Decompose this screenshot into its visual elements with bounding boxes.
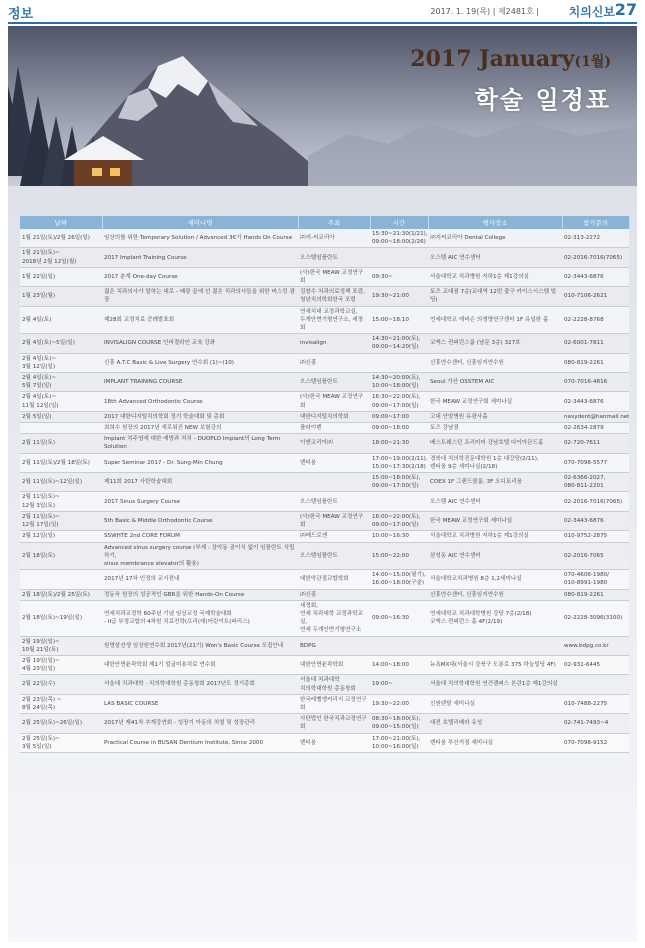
cell-contact: 02-3443-6876	[562, 511, 629, 530]
cell-venue: COEX 1F 그랜드볼룸, 3F 오디토리움	[428, 473, 562, 492]
cell-date: 2월 11일(토)/2월 18일(토)	[20, 453, 102, 472]
cell-host: 덴티움	[298, 733, 370, 752]
table-row	[20, 423, 629, 434]
cell-host: 대한악관절교합학회	[298, 570, 370, 589]
cell-venue: 뉴욕MX대(서울시 강북구 도봉로 375 하늘빌딩 4F)	[428, 655, 562, 674]
table-row	[20, 542, 629, 570]
cell-contact: 070-4606-1980/ 010-8991-1980	[562, 570, 629, 589]
table-header	[20, 216, 629, 229]
schedule-table-wrap	[20, 216, 629, 753]
cell-seminar: 서울대 치과대학 · 치의학대학원 총동창회 2017년도 정기총회	[102, 675, 298, 694]
cell-host: 이엔코리아㈜	[298, 434, 370, 453]
cell-seminar: 신흥 A.T.C Basic & Live Surgery 연수회 (1)~(10)	[102, 353, 298, 372]
cell-time: 15:30~21:30(1/21), 09:00~18:00(2/26)	[370, 229, 428, 248]
cell-venue: Seoul 가산 OSSTEM AIC	[428, 373, 562, 392]
cell-contact: 070-7098-5577	[562, 453, 629, 472]
cell-venue: 서울대학교 치과병원 지하1층 제1강의실	[428, 531, 562, 542]
cell-contact: 02-931-6445	[562, 655, 629, 674]
cell-seminar: IMPLANT TRAINING COURSE	[102, 373, 298, 392]
cell-time: 16:30~22:00(토), 09:00~17:00(일)	[370, 392, 428, 411]
cell-seminar: 2017 춘계 One-day Course	[102, 267, 298, 286]
table-row	[20, 694, 629, 713]
cell-time: 14:00~15:00(필기), 16:00~18:00(구술)	[370, 570, 428, 589]
table-row	[20, 334, 629, 353]
cell-host: ㈜신흥	[298, 353, 370, 372]
cell-contact: 02-3443-6876	[562, 267, 629, 286]
table-row	[20, 675, 629, 694]
cell-venue: 서울대학교 치과병원 지하1층 제1강의실	[428, 267, 562, 286]
schedule-table	[20, 216, 630, 753]
table-row	[20, 306, 629, 334]
table-row	[20, 248, 629, 267]
cell-date: 1월 23일(월)	[20, 287, 102, 306]
cell-host: 한국레벨앵커리지 교정연구회	[298, 694, 370, 713]
table-row	[20, 589, 629, 600]
cell-contact: 070-7016-4816	[562, 373, 629, 392]
header-venue: 행사장소	[428, 216, 562, 229]
cell-seminar: 2017년 제41차 추계강연회 - 성장기 아동의 치열 및 성장관리	[102, 714, 298, 733]
cell-contact: 02-6366-2027, 080-811-2201	[562, 473, 629, 492]
cell-contact: 02-2228-3096(3100)	[562, 600, 629, 636]
section-label: 정보	[8, 7, 34, 22]
cell-time: 09:00~18:00	[370, 423, 428, 434]
cell-time: 10:00~16:30	[370, 531, 428, 542]
cell-host: 대한디지털치의학회	[298, 411, 370, 422]
cell-host: 플라이덴	[298, 423, 370, 434]
cell-contact: 02-2016-7016(7065)	[562, 492, 629, 511]
cell-host: (사)한국 MEAW 교정연구회	[298, 267, 370, 286]
cell-host: ㈜신흥	[298, 589, 370, 600]
cell-venue: 신흥연수센터, 신흥임지연수원	[428, 589, 562, 600]
cell-venue: 대전 호텔리베라 유성	[428, 714, 562, 733]
cell-host: invisalign	[298, 334, 370, 353]
cell-contact: 080-819-2261	[562, 589, 629, 600]
cell-seminar: Practical Course in BUSAN Dentium Institute, Since 2000	[102, 733, 298, 752]
cell-time: 17:00~19:00(2/11), 15:00~17:30(2/18)	[370, 453, 428, 472]
cell-venue: 오스템 AIC 연수센터	[428, 492, 562, 511]
cell-host: 사단법인 한국치과교정연구회	[298, 714, 370, 733]
cell-venue: 오스템 AIC 연수센터	[428, 248, 562, 267]
cell-seminar: 제11회 2017 사탄학술대회	[102, 473, 298, 492]
cell-host: 덴티움	[298, 453, 370, 472]
cell-seminar: 대한안면윤곽학회 제1기 얼굴미용치료 연수회	[102, 655, 298, 674]
table-row	[20, 511, 629, 530]
cell-host: 오스템임플란트	[298, 248, 370, 267]
table-row	[20, 267, 629, 286]
cell-venue: 토즈 교대점 7층(교대역 12번 출구 카이스시스템 빌딩)	[428, 287, 562, 306]
cell-date: 2월 4일(토)~ 11월 12일(일)	[20, 392, 102, 411]
cell-host: 연세치대 교정과학교실, 두개안면기형연구소, 세정회	[298, 306, 370, 334]
cell-time: 14:30~20:00(토), 10:00~18:00(일)	[370, 373, 428, 392]
cell-venue: 코엑스 컨퍼런스룸 (남문 3층) 327호	[428, 334, 562, 353]
table-row	[20, 531, 629, 542]
cell-contact: navydent@hanmail.net	[562, 411, 629, 422]
cell-contact: 070-7098-9152	[562, 733, 629, 752]
cell-contact: www.bdpg.co.kr	[562, 636, 629, 655]
cell-venue: 신흥연수센터, 신흥임지연수원	[428, 353, 562, 372]
issue-info: 2017. 1. 19(목) | 제2481호 |	[430, 7, 539, 16]
cell-date: 2월 12일(일)	[20, 531, 102, 542]
cell-contact: 02-2016-7065	[562, 542, 629, 570]
table-row	[20, 733, 629, 752]
cell-seminar: 정동욱 원장의 성공적인 GBR을 위한 Hands-On Course	[102, 589, 298, 600]
cell-time: 09:00~16:30	[370, 600, 428, 636]
cell-time: 16:00~22:00(토), 09:00~17:00(일)	[370, 511, 428, 530]
cell-seminar: 연세치과교정학 60주년 기념 임상교정 국제학술대회 - II급 부정교합의 4차원 치료전략(프리(데)어린이트(파리스)	[102, 600, 298, 636]
newspaper-name: 치의신보	[568, 5, 615, 19]
cell-host: 검찰수 치과의료정책 포럼, 청년치의학회한국 포럼	[298, 287, 370, 306]
header-time: 시간	[370, 216, 428, 229]
cell-seminar: Implant 치주염에 대한 예방과 처치 - DUOPLO Implant의 Long Term Solution	[102, 434, 298, 453]
page-number: 27	[614, 0, 637, 19]
masthead	[8, 0, 637, 24]
cell-venue: ㈜지씨코리아 Dental College	[428, 229, 562, 248]
cell-contact: 02-720-7611	[562, 434, 629, 453]
table-row	[20, 411, 629, 422]
cell-time: 17:00~21:00(토), 10:00~16:00(일)	[370, 733, 428, 752]
title-korean: 학술 일정표	[474, 86, 611, 114]
cell-seminar: 제28회 교정치료 증례발표회	[102, 306, 298, 334]
cell-contact: 080-819-2261	[562, 353, 629, 372]
cell-time: 15:00~18:10	[370, 306, 428, 334]
cell-seminar: 2017 Sinus Surgery Course	[102, 492, 298, 511]
table-row	[20, 434, 629, 453]
header-host: 주최	[298, 216, 370, 229]
table-row	[20, 570, 629, 589]
table-row	[20, 392, 629, 411]
cell-host: (사)한국 MEAW 교정연구회	[298, 511, 370, 530]
table-row	[20, 600, 629, 636]
cell-time: 19:00~	[370, 675, 428, 694]
cell-date: 2월 23일(목) ~ 8월 24일(목)	[20, 694, 102, 713]
cell-time: 08:30~18:00(토), 09:00~15:00(일)	[370, 714, 428, 733]
cell-venue: 서울대학교치과병원 8층 1,2세미나실	[428, 570, 562, 589]
cell-date: 2월 19일(일)~ 4월 23일(일)	[20, 655, 102, 674]
table-row	[20, 353, 629, 372]
cell-date: 1월 21일(토)/2월 26일(일)	[20, 229, 102, 248]
cell-date: 2월 4일(토)~ 3월 12일(일)	[20, 353, 102, 372]
cell-time: 15:00~22:00	[370, 542, 428, 570]
cell-host: 오스템임플란트	[298, 373, 370, 392]
cell-date: 2월 25일(토)~ 3월 5일(일)	[20, 733, 102, 752]
cell-host: BDPG	[298, 636, 370, 655]
cell-time: 09:30~	[370, 267, 428, 286]
cell-date: 2월 4일(토)	[20, 306, 102, 334]
cell-date: 2월 11일(토)	[20, 434, 102, 453]
cell-date: 2월 25일(토)~26일(일)	[20, 714, 102, 733]
cell-time	[370, 492, 428, 511]
cell-seminar: LAS BASIC COURSE	[102, 694, 298, 713]
table-row	[20, 287, 629, 306]
cell-seminar: 원영삼선생 임상원연수회 2017년(21기) Won's Basic Course 모집안내	[102, 636, 298, 655]
cell-venue: 고대 안암병원 유광사홀	[428, 411, 562, 422]
table-row	[20, 473, 629, 492]
cell-time: 14:30~21:00(토), 09:00~14:20(일)	[370, 334, 428, 353]
table-row	[20, 492, 629, 511]
cell-date	[20, 423, 102, 434]
cell-time: 09:00~17:00	[370, 411, 428, 422]
cell-host	[298, 473, 370, 492]
cell-venue: 베스트웨스턴 프리미어 강남호텔 다이아몬드홀	[428, 434, 562, 453]
table-row	[20, 636, 629, 655]
cell-date: 2월 4일(토)~ 5월 7일(일)	[20, 373, 102, 392]
cell-date: 2월 11일(토)~ 12월 17일(일)	[20, 511, 102, 530]
cell-venue: 토즈 강남점	[428, 423, 562, 434]
cell-host: ㈜지-씨코리아	[298, 229, 370, 248]
cell-host: 오스템임플란트	[298, 542, 370, 570]
cell-contact	[562, 675, 629, 694]
cell-time: 19:30~22:00	[370, 694, 428, 713]
cell-date: 2월 18일(토)	[20, 542, 102, 570]
cell-contact: 010-9752-2875	[562, 531, 629, 542]
cell-seminar: SSWHTE 2nd CORE FORUM	[102, 531, 298, 542]
cell-time: 18:00~21:30	[370, 434, 428, 453]
cell-seminar: Advanced sinus surgery course (부제 : 상악동 골이식 없이 임플란트 식립하기, sinus membrance elevator의 활용)	[102, 542, 298, 570]
cell-seminar: 최희수 원장의 2017년 새로워진 NEW 보험강의	[102, 423, 298, 434]
cell-seminar: 젊은 치과의사가 말하는 대로 - 배광 끝에 선 젊은 치과의사들을 위한 버스킹 광장	[102, 287, 298, 306]
schedule-poster	[8, 26, 637, 942]
cell-venue: 경북대 치의학전문대학원 1층 대강당(2/11), 덴티움 9층 세미나실(2/18)	[428, 453, 562, 472]
cell-host: ㈜메드로잰	[298, 531, 370, 542]
cell-date: 2월 11일(토)~12일(일)	[20, 473, 102, 492]
cell-host: 대한안면윤곽학회	[298, 655, 370, 674]
cell-date	[20, 570, 102, 589]
cell-contact: 02-2228-8768	[562, 306, 629, 334]
cell-contact: 02-2016-7016(7065)	[562, 248, 629, 267]
cell-contact: 02-3443-6876	[562, 392, 629, 411]
cell-venue	[428, 636, 562, 655]
cell-seminar: 임상의를 위한 Temporary Solution / Advanced 3€기 Hands On Course	[102, 229, 298, 248]
table-row	[20, 373, 629, 392]
cell-venue: 서울대 치의학대학원 연건캠퍼스 본관1층 제1강의실	[428, 675, 562, 694]
cell-seminar: 2017년 17차 인정의 교시전내	[102, 570, 298, 589]
title-english: 2017 January(1월)	[410, 46, 611, 72]
cell-venue: 삼성동 AIC 연수센터	[428, 542, 562, 570]
header-date: 날짜	[20, 216, 102, 229]
cell-date: 1월 22일(일)	[20, 267, 102, 286]
cell-contact: 02-6001-7811	[562, 334, 629, 353]
cell-date: 2월 19일(일)~ 10월 21일(토)	[20, 636, 102, 655]
header-contact: 참가문의	[562, 216, 629, 229]
cell-host: 세정회, 연세 치과대학 교정과학교실, 연세 두개안면기형연구소	[298, 600, 370, 636]
cell-date: 2월 18일(토)~19일(일)	[20, 600, 102, 636]
cell-venue: 연세대학교 에비슨 의생명연구센터 1F 유일한 홀	[428, 306, 562, 334]
cell-seminar: 18th Advanced Orthodontic Course	[102, 392, 298, 411]
cell-seminar: 2017 Implant Training Course	[102, 248, 298, 267]
cell-contact: 010-7488-2275	[562, 694, 629, 713]
cell-time	[370, 248, 428, 267]
cell-contact: 010-7106-2621	[562, 287, 629, 306]
cell-contact: 02-741-7493~4	[562, 714, 629, 733]
cell-contact: 02-313-2272	[562, 229, 629, 248]
cell-time: 15:00~18:00(토), 09:00~17:00(일)	[370, 473, 428, 492]
cell-seminar: 2017 대한디지털치의학회 정기 학술대회 및 총회	[102, 411, 298, 422]
header-seminar: 세미나명	[102, 216, 298, 229]
table-row	[20, 655, 629, 674]
cell-seminar: INVISALIGN COURSE 인비절라인 교육 강좌	[102, 334, 298, 353]
cell-seminar: 5th Basic & Middle Orthodontic Course	[102, 511, 298, 530]
cell-date: 2월 5일(일)	[20, 411, 102, 422]
cell-venue: 연세대학교 치과대학병원 강당 7층(2/18) 코엑스 컨퍼런스 홀 4F(2/19)	[428, 600, 562, 636]
cell-date: 2월 11일(토)~ 12월 3일(토)	[20, 492, 102, 511]
cell-date: 1월 21일(토)~ 2018년 2월 12일(월)	[20, 248, 102, 267]
cell-date: 2월 18일(토)/2월 25일(토)	[20, 589, 102, 600]
cell-venue: 신원덴탈 세미나실	[428, 694, 562, 713]
cell-date: 2월 22일(수)	[20, 675, 102, 694]
table-row	[20, 229, 629, 248]
cell-time: 19:30~21:00	[370, 287, 428, 306]
cell-venue: 덴티움 부산지점 세미나실	[428, 733, 562, 752]
cell-contact: 02-2634-2879	[562, 423, 629, 434]
cell-host: 오스템임플란트	[298, 492, 370, 511]
cell-time	[370, 636, 428, 655]
table-row	[20, 453, 629, 472]
cell-venue: 한국 MEAW 교정연구회 세미나실	[428, 392, 562, 411]
cell-date: 2월 4일(토)~5일(일)	[20, 334, 102, 353]
cell-venue: 한국 MEAW 교정연구회 세미나실	[428, 511, 562, 530]
cell-time	[370, 353, 428, 372]
table-row	[20, 714, 629, 733]
cell-host: 서울대 치과대학 치의학대학원 총동창회	[298, 675, 370, 694]
cell-time: 14:00~18:00	[370, 655, 428, 674]
cell-host: (사)한국 MEAW 교정연구회	[298, 392, 370, 411]
cell-time	[370, 589, 428, 600]
cell-seminar: Super Seminar 2017 - Dr. Sung-Min Chung	[102, 453, 298, 472]
